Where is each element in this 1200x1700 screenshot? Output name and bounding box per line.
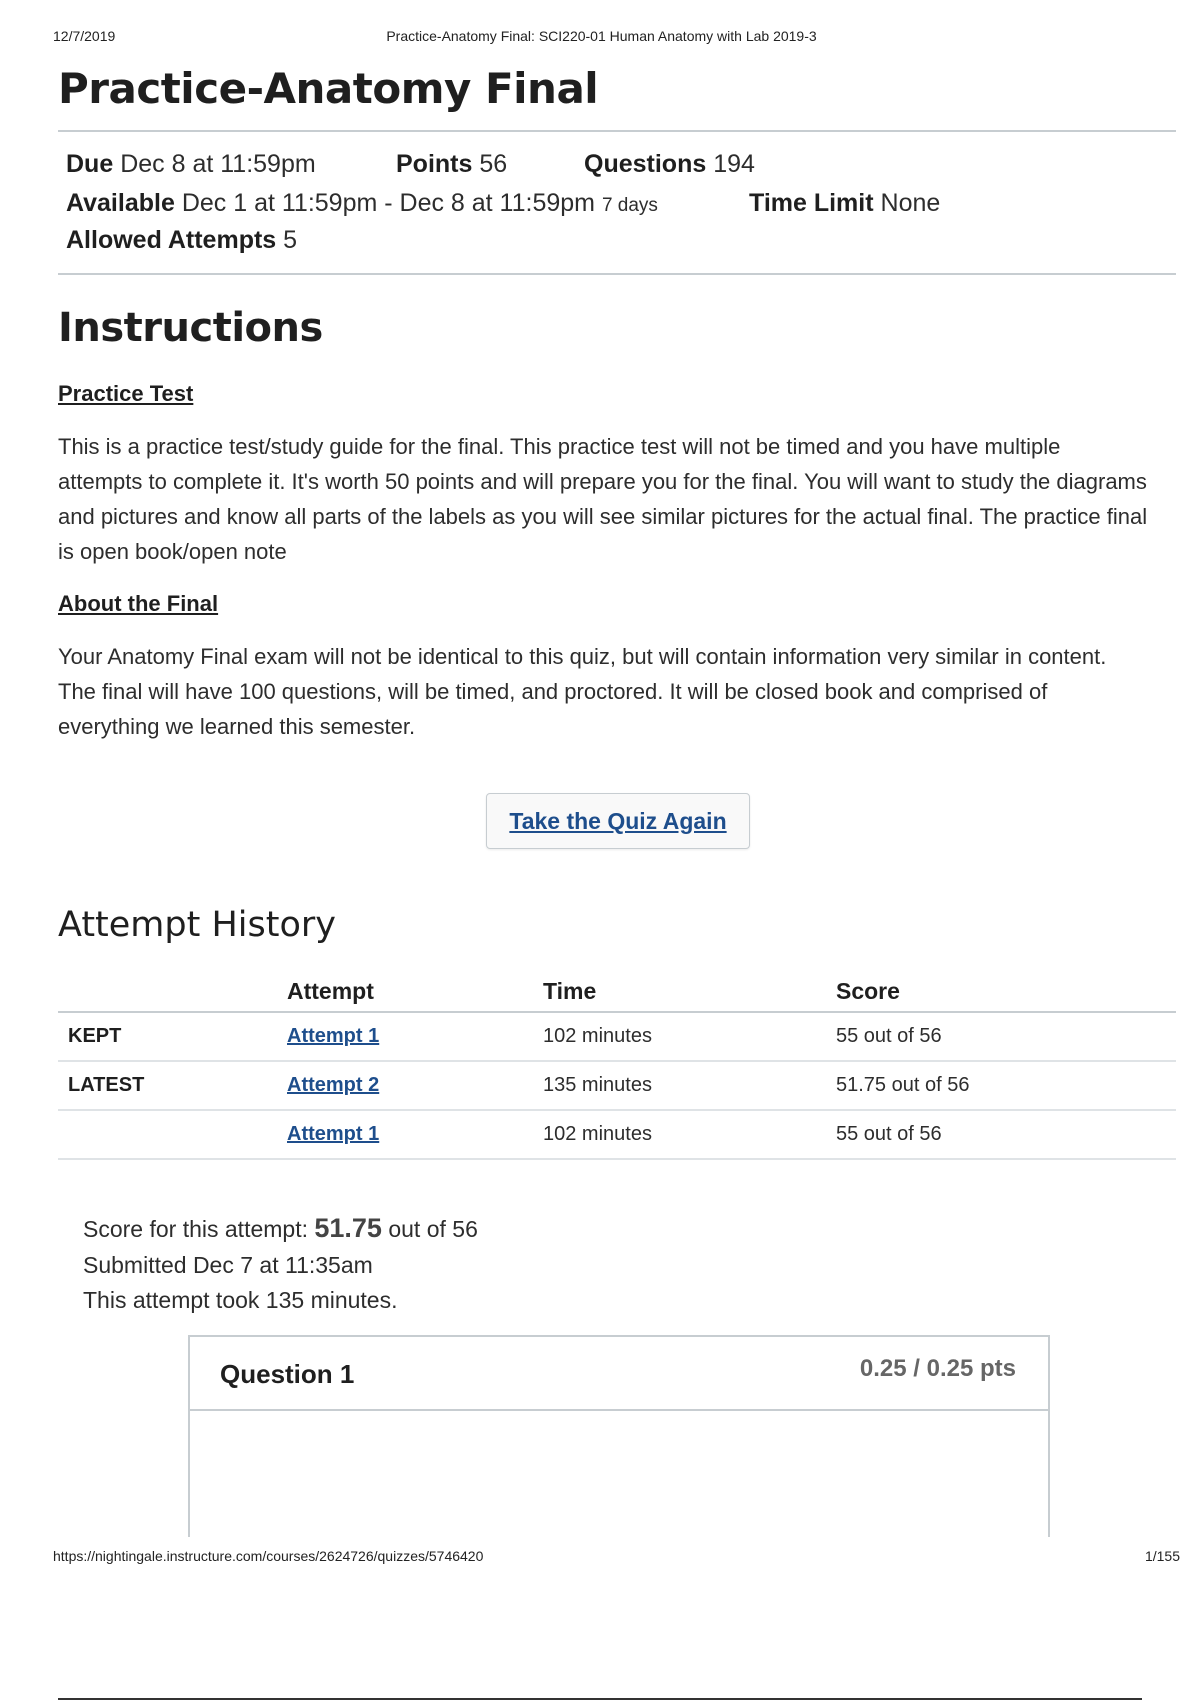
due-info	[66, 150, 316, 179]
column-header-score: Score	[826, 965, 1176, 1012]
score-value: 51.75	[314, 1213, 382, 1243]
table-row	[58, 1012, 1176, 1061]
attempt-link[interactable]: Attempt 2	[287, 1074, 380, 1096]
time-limit-info	[749, 189, 940, 218]
available-info	[66, 189, 658, 218]
question-header	[190, 1337, 1048, 1411]
duration-line: This attempt took 135 minutes.	[83, 1287, 398, 1313]
attempt-time: 102 minutes	[533, 1110, 826, 1159]
attempt-score: 55 out of 56	[826, 1110, 1176, 1159]
title-divider	[58, 130, 1176, 132]
due-value: Dec 8 at 11:59pm	[120, 150, 316, 178]
column-header-attempt: Attempt	[277, 965, 533, 1012]
score-prefix: Score for this attempt:	[83, 1216, 308, 1242]
column-header-time: Time	[533, 965, 826, 1012]
attempt-status	[58, 1110, 277, 1159]
attempt-link[interactable]: Attempt 1	[287, 1123, 380, 1145]
question-points: 0.25 / 0.25 pts	[859, 1355, 1016, 1382]
submitted-line: Submitted Dec 7 at 11:35am	[83, 1252, 373, 1278]
attempt-status: LATEST	[58, 1061, 277, 1110]
question-title: Question 1	[220, 1359, 355, 1389]
question-card	[188, 1335, 1050, 1537]
print-header	[53, 28, 1150, 48]
meta-divider	[58, 273, 1176, 275]
practice-test-text: This is a practice test/study guide for the final. This practice test will not be timed and you have multiple attempts to complete it. It's worth 50 points and will prepare you for the final. You will want to study the diagrams and pictures and know all parts of the labels as you will see similar pictures for the actual final. The practice final is open book/open note	[58, 434, 1148, 564]
available-label: Available	[66, 189, 175, 217]
points-label: Points	[396, 150, 473, 178]
take-quiz-again-button[interactable]: Take the Quiz Again	[486, 793, 750, 849]
attempt-score: 51.75 out of 56	[826, 1061, 1176, 1110]
allowed-attempts-value: 5	[283, 226, 298, 254]
attempt-link[interactable]: Attempt 1	[287, 1025, 380, 1047]
allowed-attempts-info	[66, 226, 297, 255]
attempt-history-heading: Attempt History	[58, 905, 336, 945]
table-header-row	[58, 965, 1176, 1012]
time-limit-label: Time Limit	[749, 189, 874, 217]
attempt-score: 55 out of 56	[826, 1012, 1176, 1061]
questions-info	[584, 150, 755, 179]
table-row	[58, 1110, 1176, 1159]
attempt-time: 135 minutes	[533, 1061, 826, 1110]
attempt-status: KEPT	[58, 1012, 277, 1061]
points-info	[396, 150, 507, 179]
available-duration: 7 days	[601, 195, 658, 216]
questions-label: Questions	[584, 150, 707, 178]
about-final-heading: About the Final	[58, 591, 219, 616]
instructions-heading: Instructions	[58, 305, 323, 351]
page-title: Practice-Anatomy Final	[58, 64, 599, 113]
score-suffix: out of 56	[388, 1216, 478, 1242]
column-header-status	[58, 965, 277, 1012]
available-value: Dec 1 at 11:59pm - Dec 8 at 11:59pm	[181, 189, 595, 217]
attempt-score-line	[83, 1213, 478, 1244]
print-date: 12/7/2019	[53, 28, 116, 44]
print-url: https://nightingale.instructure.com/courses/2624726/quizzes/5746420	[53, 1548, 484, 1564]
time-limit-value: None	[880, 189, 941, 217]
print-document-title: Practice-Anatomy Final: SCI220-01 Human Anatomy with Lab 2019-3	[386, 28, 817, 44]
attempt-history-table	[58, 965, 1176, 1160]
allowed-attempts-label: Allowed Attempts	[66, 226, 277, 254]
practice-test-heading: Practice Test	[58, 381, 194, 406]
due-label: Due	[66, 150, 114, 178]
table-row	[58, 1061, 1176, 1110]
print-page-number: 1/155	[1144, 1548, 1180, 1564]
questions-value: 194	[713, 150, 755, 178]
about-final-text: Your Anatomy Final exam will not be identical to this quiz, but will contain information very similar in content. The final will have 100 questions, will be timed, and proctored. It will be closed book and comprised of everything we learned this semester.	[58, 644, 1107, 739]
points-value: 56	[479, 150, 508, 178]
attempt-time: 102 minutes	[533, 1012, 826, 1061]
